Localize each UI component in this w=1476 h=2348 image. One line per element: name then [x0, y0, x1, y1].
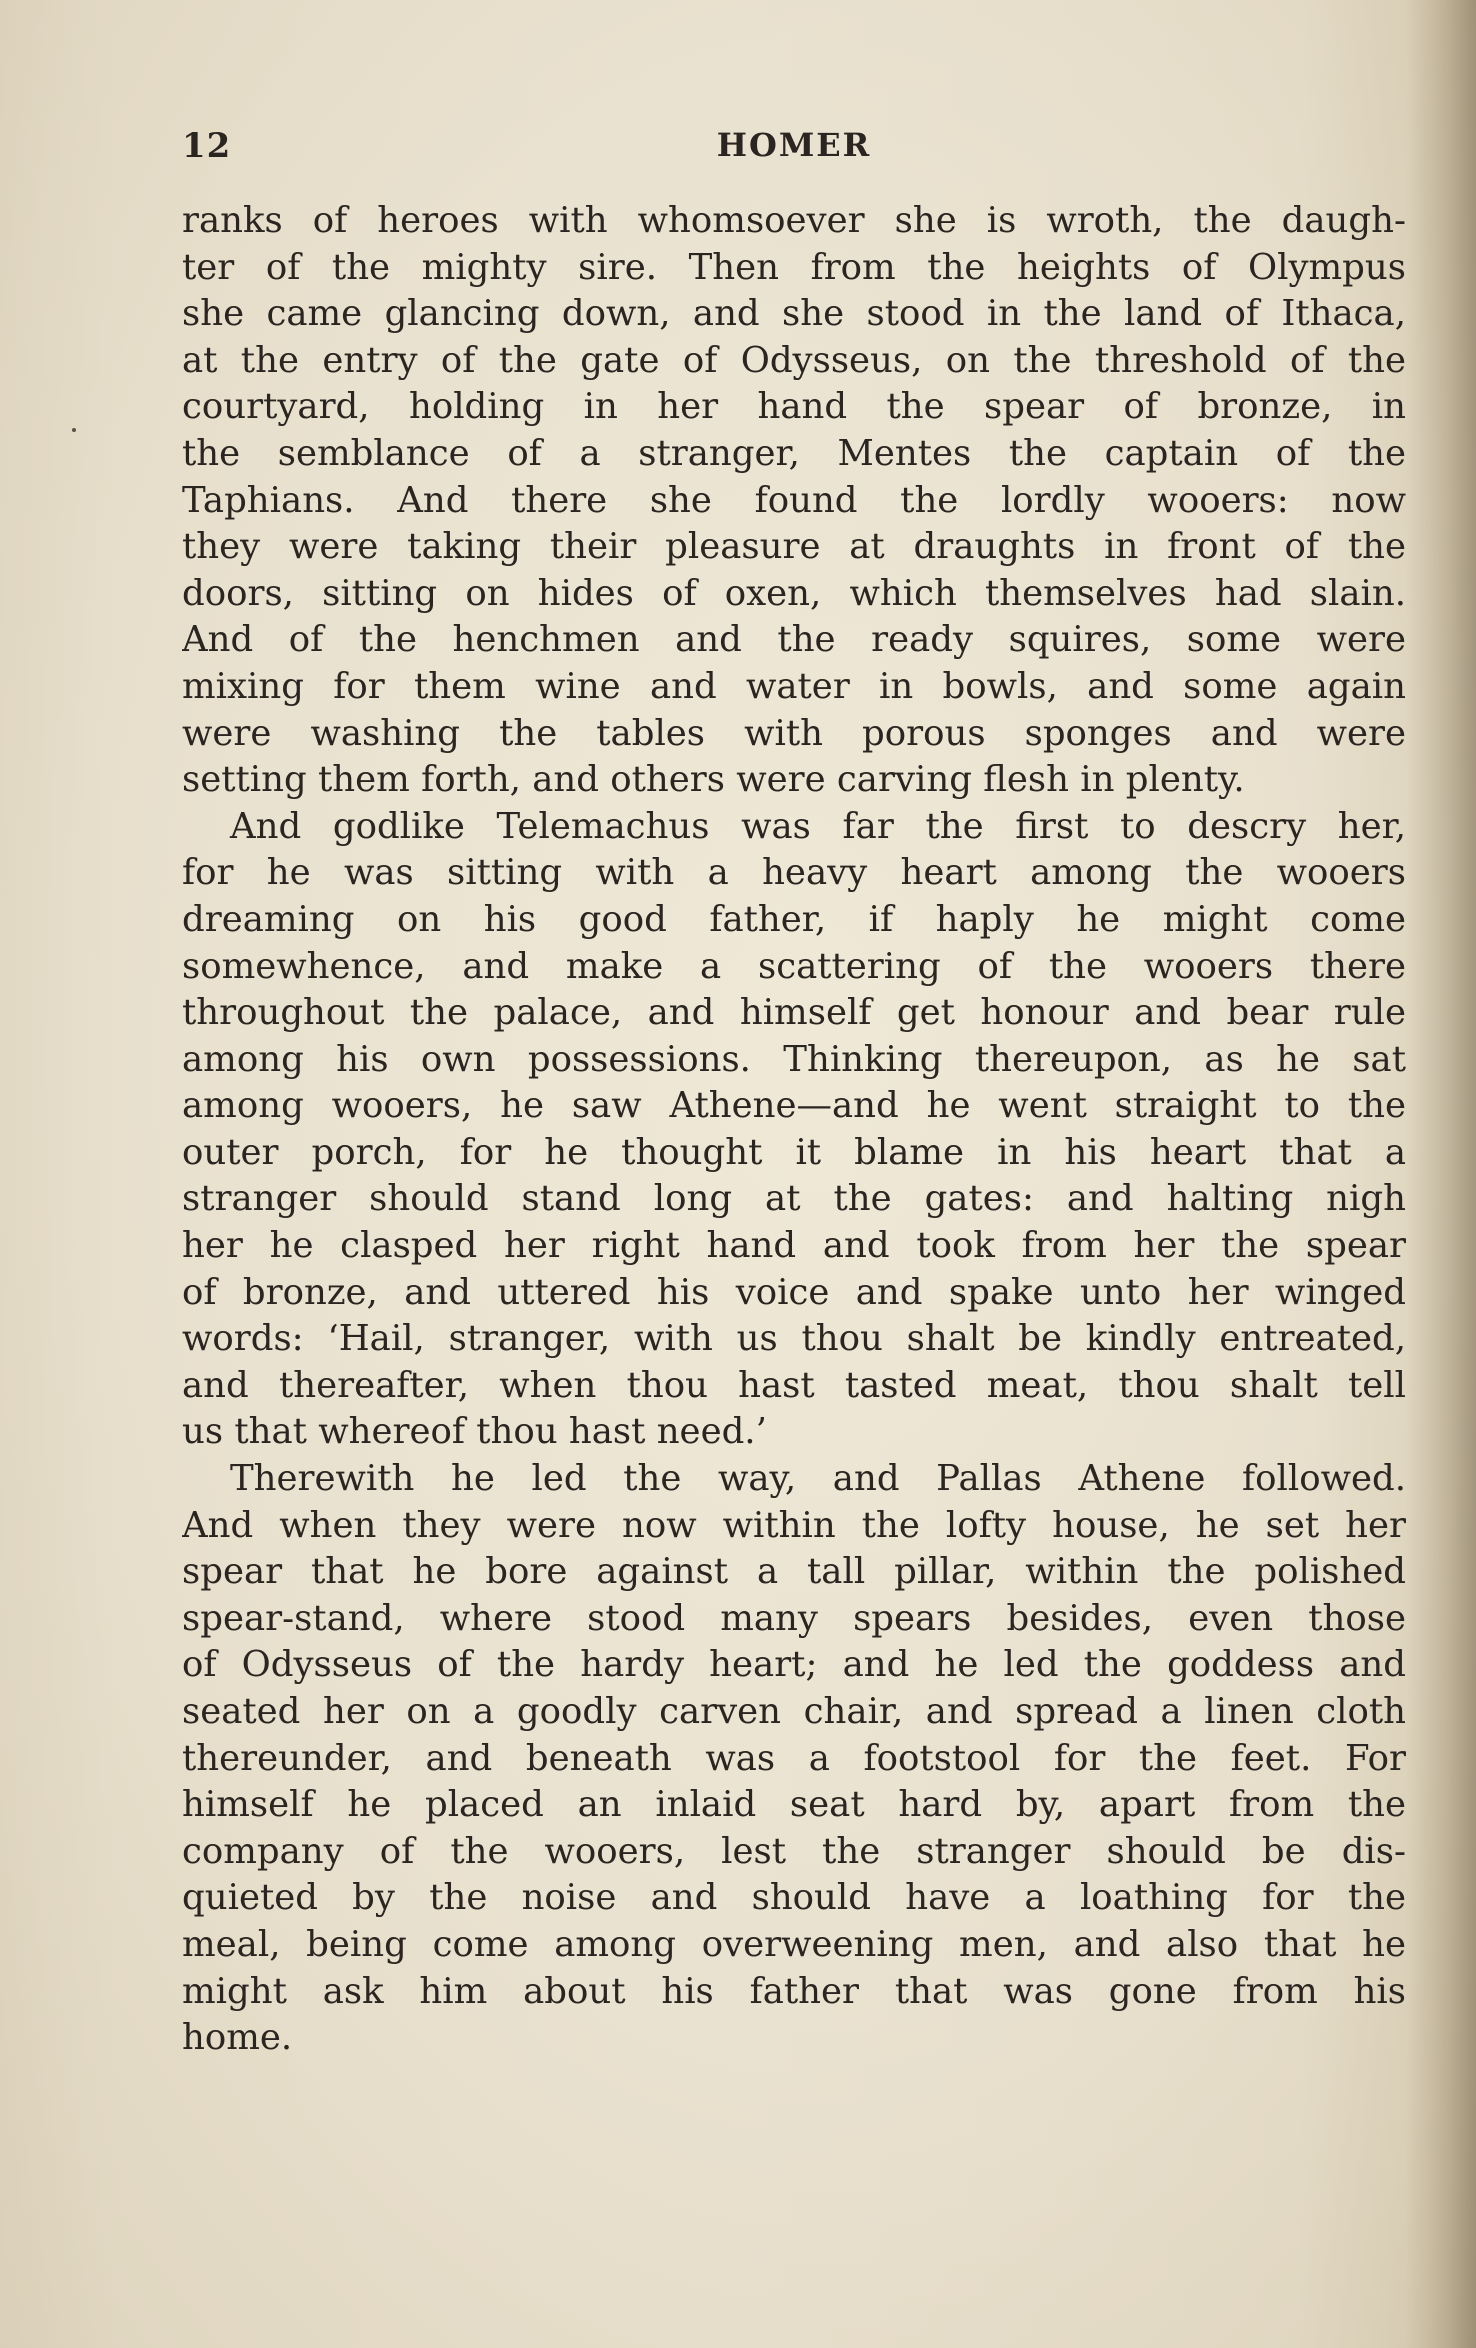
- text-line: meal, being come among overweening men, and also that he: [182, 1923, 1406, 1965]
- text-line: setting them forth, and others were carving flesh in plenty.: [182, 759, 1245, 801]
- text-line: she came glancing down, and she stood in the land of Ithaca,: [182, 293, 1406, 335]
- text-line: of Odysseus of the hardy heart; and he led the goddess and: [182, 1644, 1406, 1686]
- text-line: somewhence, and make a scattering of the wooers there: [182, 945, 1406, 987]
- text-line: us that whereof thou hast need.’: [182, 1411, 767, 1453]
- text-line: might ask him about his father that was gone from his: [182, 1970, 1406, 2012]
- text-line: dreaming on his good father, if haply he might come: [182, 898, 1406, 940]
- text-line: company of the wooers, lest the stranger should be dis-: [182, 1830, 1406, 1872]
- page-gutter-shadow: [1406, 0, 1476, 2348]
- text-line: spear-stand, where stood many spears besides, even those: [182, 1597, 1406, 1639]
- text-line: mixing for them wine and water in bowls, and some again: [182, 665, 1406, 707]
- text-line: himself he placed an inlaid seat hard by, apart from the: [182, 1784, 1406, 1826]
- text-line: were washing the tables with porous sponges and were: [182, 712, 1406, 754]
- text-line: doors, sitting on hides of oxen, which themselves had slain.: [182, 572, 1406, 614]
- text-line: outer porch, for he thought it blame in his heart that a: [182, 1131, 1406, 1173]
- text-line: throughout the palace, and himself get honour and bear rule: [182, 992, 1406, 1034]
- text-line: her he clasped her right hand and took from her the spear: [182, 1225, 1406, 1267]
- text-line: Taphians. And there she found the lordly wooers: now: [182, 479, 1406, 521]
- text-line: stranger should stand long at the gates: and halting nigh: [182, 1178, 1406, 1220]
- text-line: And when they were now within the lofty house, he set her: [182, 1504, 1406, 1546]
- body-text: [182, 198, 1406, 2062]
- running-head: HOMER: [716, 126, 872, 164]
- text-line: for he was sitting with a heavy heart among the wooers: [182, 852, 1406, 894]
- text-line: And of the henchmen and the ready squires, some were: [182, 619, 1406, 661]
- text-line: of bronze, and uttered his voice and spake unto her winged: [182, 1271, 1406, 1313]
- text-line: ter of the mighty sire. Then from the heights of Olympus: [182, 246, 1406, 288]
- text-line: among his own possessions. Thinking thereupon, as he sat: [182, 1038, 1406, 1080]
- text-line: the semblance of a stranger, Mentes the captain of the: [182, 432, 1406, 474]
- text-line: Therewith he led the way, and Pallas Athene followed.: [230, 1458, 1406, 1500]
- text-line: courtyard, holding in her hand the spear of bronze, in: [182, 386, 1406, 428]
- page-header: [182, 126, 1406, 176]
- page-number: 12: [182, 126, 232, 166]
- text-line: quieted by the noise and should have a loathing for the: [182, 1877, 1406, 1919]
- text-line: seated her on a goodly carven chair, and spread a linen cloth: [182, 1691, 1406, 1732]
- text-line: And godlike Telemachus was far the first to descry her,: [230, 805, 1406, 847]
- text-line: words: ‘Hail, stranger, with us thou shalt be kindly entreated,: [182, 1318, 1406, 1360]
- text-line: at the entry of the gate of Odysseus, on the threshold of the: [182, 339, 1406, 381]
- text-line: they were taking their pleasure at draughts in front of the: [182, 526, 1406, 568]
- text-line: and thereafter, when thou hast tasted meat, thou shalt tell: [182, 1364, 1406, 1406]
- text-line: home.: [182, 2017, 293, 2059]
- text-line: among wooers, he saw Athene—and he went straight to the: [182, 1085, 1406, 1127]
- text-line: thereunder, and beneath was a footstool for the feet. For: [182, 1737, 1406, 1779]
- text-line: ranks of heroes with whomsoever she is wroth, the daugh-: [182, 200, 1406, 241]
- paper-speck: [72, 428, 76, 432]
- text-line: spear that he bore against a tall pillar, within the polished: [182, 1551, 1406, 1593]
